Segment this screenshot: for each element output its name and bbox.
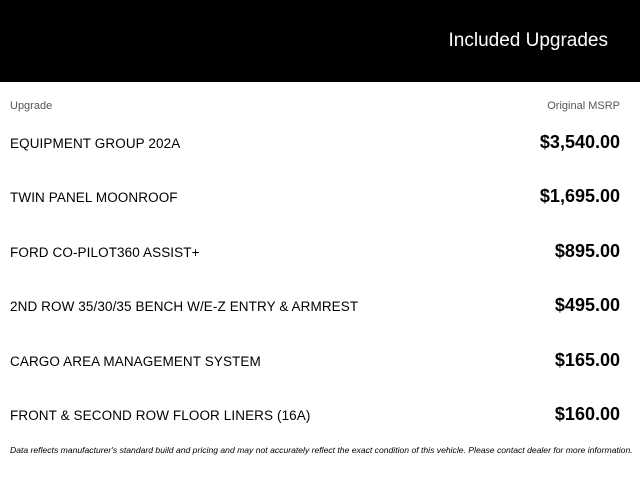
upgrade-name: FORD CO-PILOT360 ASSIST+ bbox=[10, 244, 200, 260]
upgrade-price: $165.00 bbox=[554, 349, 620, 370]
upgrade-price: $160.00 bbox=[554, 403, 620, 424]
upgrades-list bbox=[0, 116, 640, 442]
upgrade-price: $495.00 bbox=[554, 295, 620, 316]
upgrade-row bbox=[0, 279, 640, 333]
upgrade-name: EQUIPMENT GROUP 202A bbox=[10, 136, 181, 151]
upgrade-name: TWIN PANEL MOONROOF bbox=[10, 190, 178, 206]
disclaimer-text: Data reflects manufacturer's standard build and pricing and may not accurately reflect the exact condition of this vehicle. Please contact dealer for more information. bbox=[10, 445, 633, 455]
upgrade-row bbox=[0, 334, 640, 388]
column-header-upgrade: Upgrade bbox=[10, 100, 53, 112]
upgrade-row bbox=[0, 225, 640, 279]
upgrade-name: FRONT & SECOND ROW FLOOR LINERS (16A) bbox=[10, 407, 311, 423]
upgrade-row bbox=[0, 388, 640, 442]
upgrade-name: CARGO AREA MANAGEMENT SYSTEM bbox=[10, 353, 261, 369]
column-header-msrp: Original MSRP bbox=[547, 100, 620, 112]
upgrade-row bbox=[0, 116, 640, 170]
upgrade-name: 2ND ROW 35/30/35 BENCH W/E-Z ENTRY & ARMREST bbox=[10, 299, 359, 315]
upgrade-row bbox=[0, 170, 640, 224]
upgrade-price: $3,540.00 bbox=[539, 132, 620, 152]
upgrade-price: $895.00 bbox=[554, 240, 620, 261]
upgrade-price: $1,695.00 bbox=[539, 186, 620, 207]
header-bar bbox=[0, 0, 640, 82]
page-title: Included Upgrades bbox=[448, 30, 608, 51]
